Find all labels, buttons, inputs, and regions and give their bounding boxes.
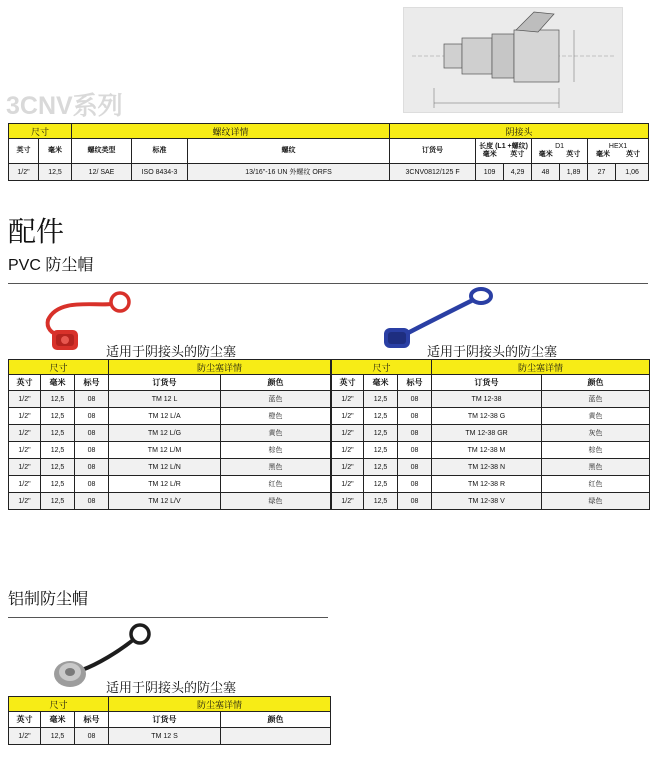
cell: TM 12-38 GR (432, 425, 542, 442)
cell: 08 (75, 425, 109, 442)
length-in: 英寸 (510, 151, 525, 158)
cell: 12,5 (41, 408, 75, 425)
cell: 08 (398, 442, 432, 459)
group-thread: 螺纹详情 (72, 124, 390, 139)
col-color: 颜色 (221, 712, 331, 728)
hex-label: HEX1 (608, 143, 628, 150)
col-code: 标号 (75, 375, 109, 391)
cell: 08 (75, 493, 109, 510)
cell: 12,5 (364, 476, 398, 493)
alu-heading: 铝制防尘帽 (8, 591, 89, 608)
cell: 黄色 (221, 425, 331, 442)
cell: 1/2" (332, 459, 364, 476)
col-mm: 毫米 (364, 375, 398, 391)
cell: TM 12-38 (432, 391, 542, 408)
cell: 1/2" (9, 442, 41, 459)
length-label: 长度 (L1 +螺纹) (479, 143, 528, 150)
cell: TM 12 L/V (109, 493, 221, 510)
cell: 08 (398, 408, 432, 425)
cell: 12,5 (41, 493, 75, 510)
cell: 12,5 (41, 476, 75, 493)
pvc-left-caption: 适用于阴接头的防尘塞 (106, 344, 237, 359)
cell: 08 (75, 442, 109, 459)
col-color: 颜色 (221, 375, 331, 391)
table-row (332, 476, 650, 493)
hex-in: 英寸 (626, 151, 641, 158)
table-row (9, 476, 331, 493)
cell: 12,5 (41, 442, 75, 459)
cell: 棕色 (542, 442, 650, 459)
cell: 灰色 (542, 425, 650, 442)
cell: 27 (588, 164, 616, 181)
cell: 08 (398, 459, 432, 476)
cell: 1/2" (332, 442, 364, 459)
cell: TM 12 L/R (109, 476, 221, 493)
d1-in: 英寸 (566, 151, 581, 158)
group-cap-details: 防尘塞详情 (432, 360, 650, 375)
cell: TM 12-38 G (432, 408, 542, 425)
cell: 1/2" (9, 425, 41, 442)
cell: 1/2" (9, 408, 41, 425)
cell: 12,5 (364, 408, 398, 425)
cell: 3CNV0812/125 F (390, 164, 476, 181)
cell: 08 (398, 493, 432, 510)
coupling-spec-table (8, 123, 649, 181)
cell: 黑色 (542, 459, 650, 476)
cell: 12,5 (41, 459, 75, 476)
cell: 1/2" (332, 493, 364, 510)
cell: 1/2" (9, 391, 41, 408)
table-row (9, 408, 331, 425)
group-size: 尺寸 (9, 697, 109, 712)
cell: 1,89 (560, 164, 588, 181)
col-inch: 英寸 (9, 375, 41, 391)
pvc-cap-table-left (8, 359, 331, 510)
accessories-heading: 配件 (8, 216, 65, 247)
col-order-no: 订货号 (432, 375, 542, 391)
col-mm: 毫米 (39, 139, 72, 164)
cell: TM 12 L/N (109, 459, 221, 476)
length-mm: 毫米 (482, 151, 497, 158)
cell: TM 12 S (109, 728, 221, 745)
cell: 绿色 (221, 493, 331, 510)
cell: TM 12 L/G (109, 425, 221, 442)
col-thread: 螺纹 (188, 139, 390, 164)
cell: TM 12-38 R (432, 476, 542, 493)
group-cap-details: 防尘塞详情 (109, 697, 331, 712)
cell: 13/16"-16 UN 外螺纹 ORFS (188, 164, 390, 181)
col-thread-type: 螺纹类型 (72, 139, 132, 164)
group-size: 尺寸 (332, 360, 432, 375)
cell: 1/2" (332, 476, 364, 493)
cell: 109 (476, 164, 504, 181)
cell: 08 (398, 476, 432, 493)
d1-label: D1 (555, 143, 565, 150)
cell: 08 (75, 476, 109, 493)
cell: 12,5 (41, 425, 75, 442)
cell: 1/2" (9, 728, 41, 745)
cell: 08 (398, 391, 432, 408)
col-order-no: 订货号 (390, 139, 476, 164)
col-standard: 标准 (132, 139, 188, 164)
cell: 1/2" (9, 459, 41, 476)
cell: ISO 8434-3 (132, 164, 188, 181)
cell: 红色 (221, 476, 331, 493)
cell: 1/2" (9, 164, 39, 181)
cell: 12,5 (41, 391, 75, 408)
hex-mm: 毫米 (596, 151, 611, 158)
coupling-technical-drawing (403, 7, 623, 113)
col-length (476, 139, 532, 164)
coupling-drawing-svg (404, 8, 622, 112)
col-inch: 英寸 (9, 139, 39, 164)
cell: 黑色 (221, 459, 331, 476)
col-code: 标号 (75, 712, 109, 728)
table-row (9, 164, 649, 181)
table-row (9, 425, 331, 442)
cell: 棕色 (221, 442, 331, 459)
cell: 08 (75, 728, 109, 745)
cell: 08 (75, 408, 109, 425)
group-size: 尺寸 (9, 360, 109, 375)
table-row (9, 391, 331, 408)
col-order-no: 订货号 (109, 712, 221, 728)
alu-caption: 适用于阴接头的防尘塞 (106, 680, 237, 695)
cell: 12,5 (364, 391, 398, 408)
pvc-heading: PVC 防尘帽 (8, 257, 94, 274)
cell: TM 12 L/M (109, 442, 221, 459)
cell: 1/2" (332, 425, 364, 442)
cell: 08 (75, 459, 109, 476)
divider (8, 283, 648, 284)
cell: 12,5 (39, 164, 72, 181)
cell: 橙色 (221, 408, 331, 425)
cell: 红色 (542, 476, 650, 493)
alu-cap-table (8, 696, 331, 745)
cell: 12,5 (364, 493, 398, 510)
cell: 08 (398, 425, 432, 442)
cell: 1/2" (9, 493, 41, 510)
table-row (9, 493, 331, 510)
group-cap-details: 防尘塞详情 (109, 360, 331, 375)
group-size: 尺寸 (9, 124, 72, 139)
cell: 12/ SAE (72, 164, 132, 181)
table-row (9, 459, 331, 476)
col-inch: 英寸 (9, 712, 41, 728)
col-mm: 毫米 (41, 375, 75, 391)
table-row (332, 408, 650, 425)
cell: 黄色 (542, 408, 650, 425)
table-row (332, 493, 650, 510)
cell: 绿色 (542, 493, 650, 510)
cell: 12,5 (41, 728, 75, 745)
cell: 4,29 (504, 164, 532, 181)
table-row (9, 442, 331, 459)
cell: 1/2" (332, 408, 364, 425)
pvc-right-caption: 适用于阴接头的防尘塞 (427, 344, 558, 359)
table-row (332, 391, 650, 408)
col-inch: 英寸 (332, 375, 364, 391)
table-row (332, 459, 650, 476)
col-hex (588, 139, 649, 164)
cell: 1/2" (9, 476, 41, 493)
cell: 蓝色 (542, 391, 650, 408)
cell: TM 12 L/A (109, 408, 221, 425)
cell: TM 12-38 N (432, 459, 542, 476)
group-female: 阴接头 (390, 124, 649, 139)
cell: TM 12-38 V (432, 493, 542, 510)
cell: 48 (532, 164, 560, 181)
cell: 蓝色 (221, 391, 331, 408)
series-title: 3CNV系列 (6, 92, 123, 120)
col-d1 (532, 139, 588, 164)
table-row (332, 425, 650, 442)
d1-mm: 毫米 (538, 151, 553, 158)
pvc-cap-table-right (331, 359, 650, 510)
cell: 12,5 (364, 425, 398, 442)
cell: TM 12 L (109, 391, 221, 408)
col-mm: 毫米 (41, 712, 75, 728)
cell: 12,5 (364, 459, 398, 476)
cell: TM 12-38 M (432, 442, 542, 459)
table-row (332, 442, 650, 459)
col-order-no: 订货号 (109, 375, 221, 391)
divider (8, 617, 328, 618)
col-color: 颜色 (542, 375, 650, 391)
table-row (9, 728, 331, 745)
cell: 1/2" (332, 391, 364, 408)
cell: 12,5 (364, 442, 398, 459)
cell: 08 (75, 391, 109, 408)
col-code: 标号 (398, 375, 432, 391)
cell (221, 728, 331, 745)
cell: 1,06 (616, 164, 649, 181)
